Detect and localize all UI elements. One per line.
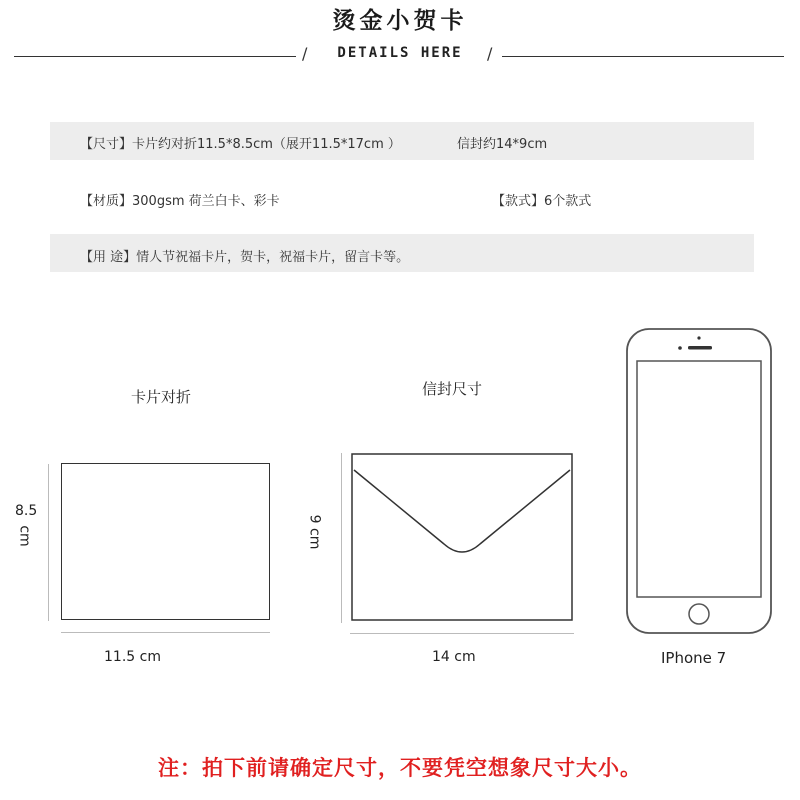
size-warning-note: 注：拍下前请确定尺寸，不要凭空想象尺寸大小。 <box>158 756 642 780</box>
envelope-width-guide <box>350 633 574 634</box>
header-slash-left: / <box>302 44 308 63</box>
card-width-label: 11.5 cm <box>104 649 161 665</box>
header-slash-right: / <box>487 44 493 63</box>
envelope-outline <box>350 452 574 622</box>
envelope-caption: 信封尺寸 <box>422 380 483 398</box>
spec-envelope: 信封约14*9cm <box>457 137 548 152</box>
card-height-unit: cm <box>16 525 33 547</box>
card-width-guide <box>61 632 270 633</box>
spec-size: 【尺寸】卡片约对折11.5*8.5cm（展开11.5*17cm ） <box>80 137 401 152</box>
spec-styles: 【款式】6个款式 <box>492 194 592 209</box>
card-height-guide <box>48 464 49 621</box>
page-title: 烫金小贺卡 <box>332 8 468 34</box>
spec-usage: 【用 途】情人节祝福卡片，贺卡，祝福卡片，留言卡等。 <box>80 250 410 265</box>
card-caption: 卡片对折 <box>131 388 192 406</box>
card-outline <box>61 463 270 620</box>
phone-screen <box>637 361 761 597</box>
phone-sensor-icon <box>678 346 682 350</box>
iphone-illustration <box>624 326 774 636</box>
envelope-height-guide <box>341 453 342 623</box>
phone-caption: IPhone 7 <box>661 649 727 667</box>
phone-home-button-icon <box>689 604 709 624</box>
details-subtitle: DETAILS HERE <box>337 45 463 61</box>
phone-speaker-icon <box>688 346 712 350</box>
envelope-width-label: 14 cm <box>432 649 476 665</box>
phone-camera-icon <box>697 336 700 339</box>
spec-material: 【材质】300gsm 荷兰白卡、彩卡 <box>80 194 280 209</box>
header-rule-right <box>502 56 784 57</box>
card-height-label: 8.5 <box>15 503 38 519</box>
envelope-height-label: 9 cm <box>306 514 323 550</box>
